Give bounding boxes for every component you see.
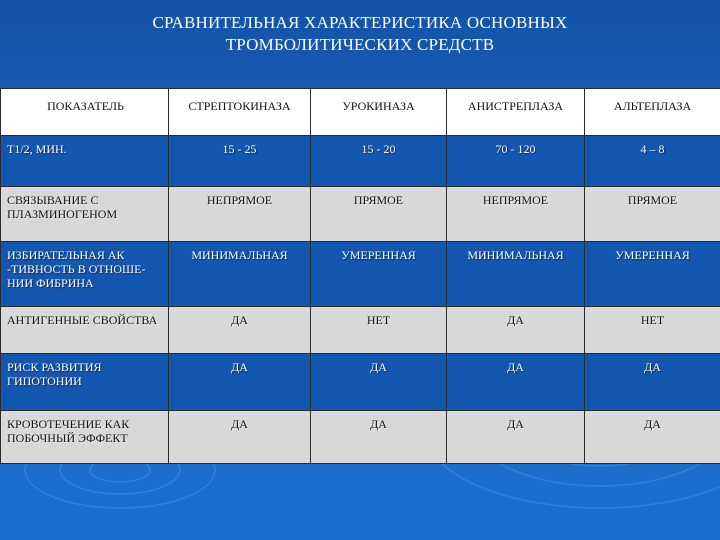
title-line-1: СРАВНИТЕЛЬНАЯ ХАРАКТЕРИСТИКА ОСНОВНЫХ [152, 13, 568, 32]
table-row [1, 411, 720, 464]
row-label: РИСК РАЗВИТИЯ ГИПОТОНИИ [1, 354, 169, 411]
cell-anistreplase: 70 - 120 [447, 136, 585, 187]
row-label: ИЗБИРАТЕЛЬНАЯ АК -ТИВНОСТЬ В ОТНОШЕ-НИИ ФИБРИНА [1, 242, 169, 307]
cell-anistreplase: ДА [447, 354, 585, 411]
cell-alteplase: ДА [585, 411, 720, 464]
table-row [1, 187, 720, 242]
cell-alteplase: ДА [585, 354, 720, 411]
cell-alteplase: ПРЯМОЕ [585, 187, 720, 242]
cell-streptokinase: МИНИМАЛЬНАЯ [169, 242, 311, 307]
row-label: Т1/2, МИН. [1, 136, 169, 187]
table-row [1, 242, 720, 307]
table-row [1, 307, 720, 354]
table-row [1, 354, 720, 411]
cell-urokinase: ДА [311, 354, 447, 411]
cell-urokinase: ПРЯМОЕ [311, 187, 447, 242]
cell-anistreplase: МИНИМАЛЬНАЯ [447, 242, 585, 307]
row-label: СВЯЗЫВАНИЕ С ПЛАЗМИНОГЕНОМ [1, 187, 169, 242]
cell-alteplase: УМЕРЕННАЯ [585, 242, 720, 307]
cell-alteplase: НЕТ [585, 307, 720, 354]
header-streptokinase: СТРЕПТОКИНАЗА [169, 89, 311, 136]
comparison-table [0, 88, 720, 464]
row-label: КРОВОТЕЧЕНИЕ КАК ПОБОЧНЫЙ ЭФФЕКТ [1, 411, 169, 464]
cell-alteplase: 4 – 8 [585, 136, 720, 187]
cell-anistreplase: ДА [447, 411, 585, 464]
row-label: АНТИГЕННЫЕ СВОЙСТВА [1, 307, 169, 354]
title-line-2: ТРОМБОЛИТИЧЕСКИХ СРЕДСТВ [225, 35, 495, 54]
cell-urokinase: ДА [311, 411, 447, 464]
header-urokinase: УРОКИНАЗА [311, 89, 447, 136]
cell-streptokinase: ДА [169, 411, 311, 464]
cell-streptokinase: НЕПРЯМОЕ [169, 187, 311, 242]
cell-anistreplase: НЕПРЯМОЕ [447, 187, 585, 242]
cell-urokinase: 15 - 20 [311, 136, 447, 187]
cell-streptokinase: ДА [169, 354, 311, 411]
table-row [1, 136, 720, 187]
header-indicator: ПОКАЗАТЕЛЬ [1, 89, 169, 136]
header-alteplase: АЛЬТЕПЛАЗА [585, 89, 720, 136]
slide-title [0, 12, 720, 56]
cell-anistreplase: ДА [447, 307, 585, 354]
table-header-row [1, 89, 720, 136]
cell-streptokinase: 15 - 25 [169, 136, 311, 187]
cell-urokinase: НЕТ [311, 307, 447, 354]
cell-streptokinase: ДА [169, 307, 311, 354]
cell-urokinase: УМЕРЕННАЯ [311, 242, 447, 307]
header-anistreplase: АНИСТРЕПЛАЗА [447, 89, 585, 136]
